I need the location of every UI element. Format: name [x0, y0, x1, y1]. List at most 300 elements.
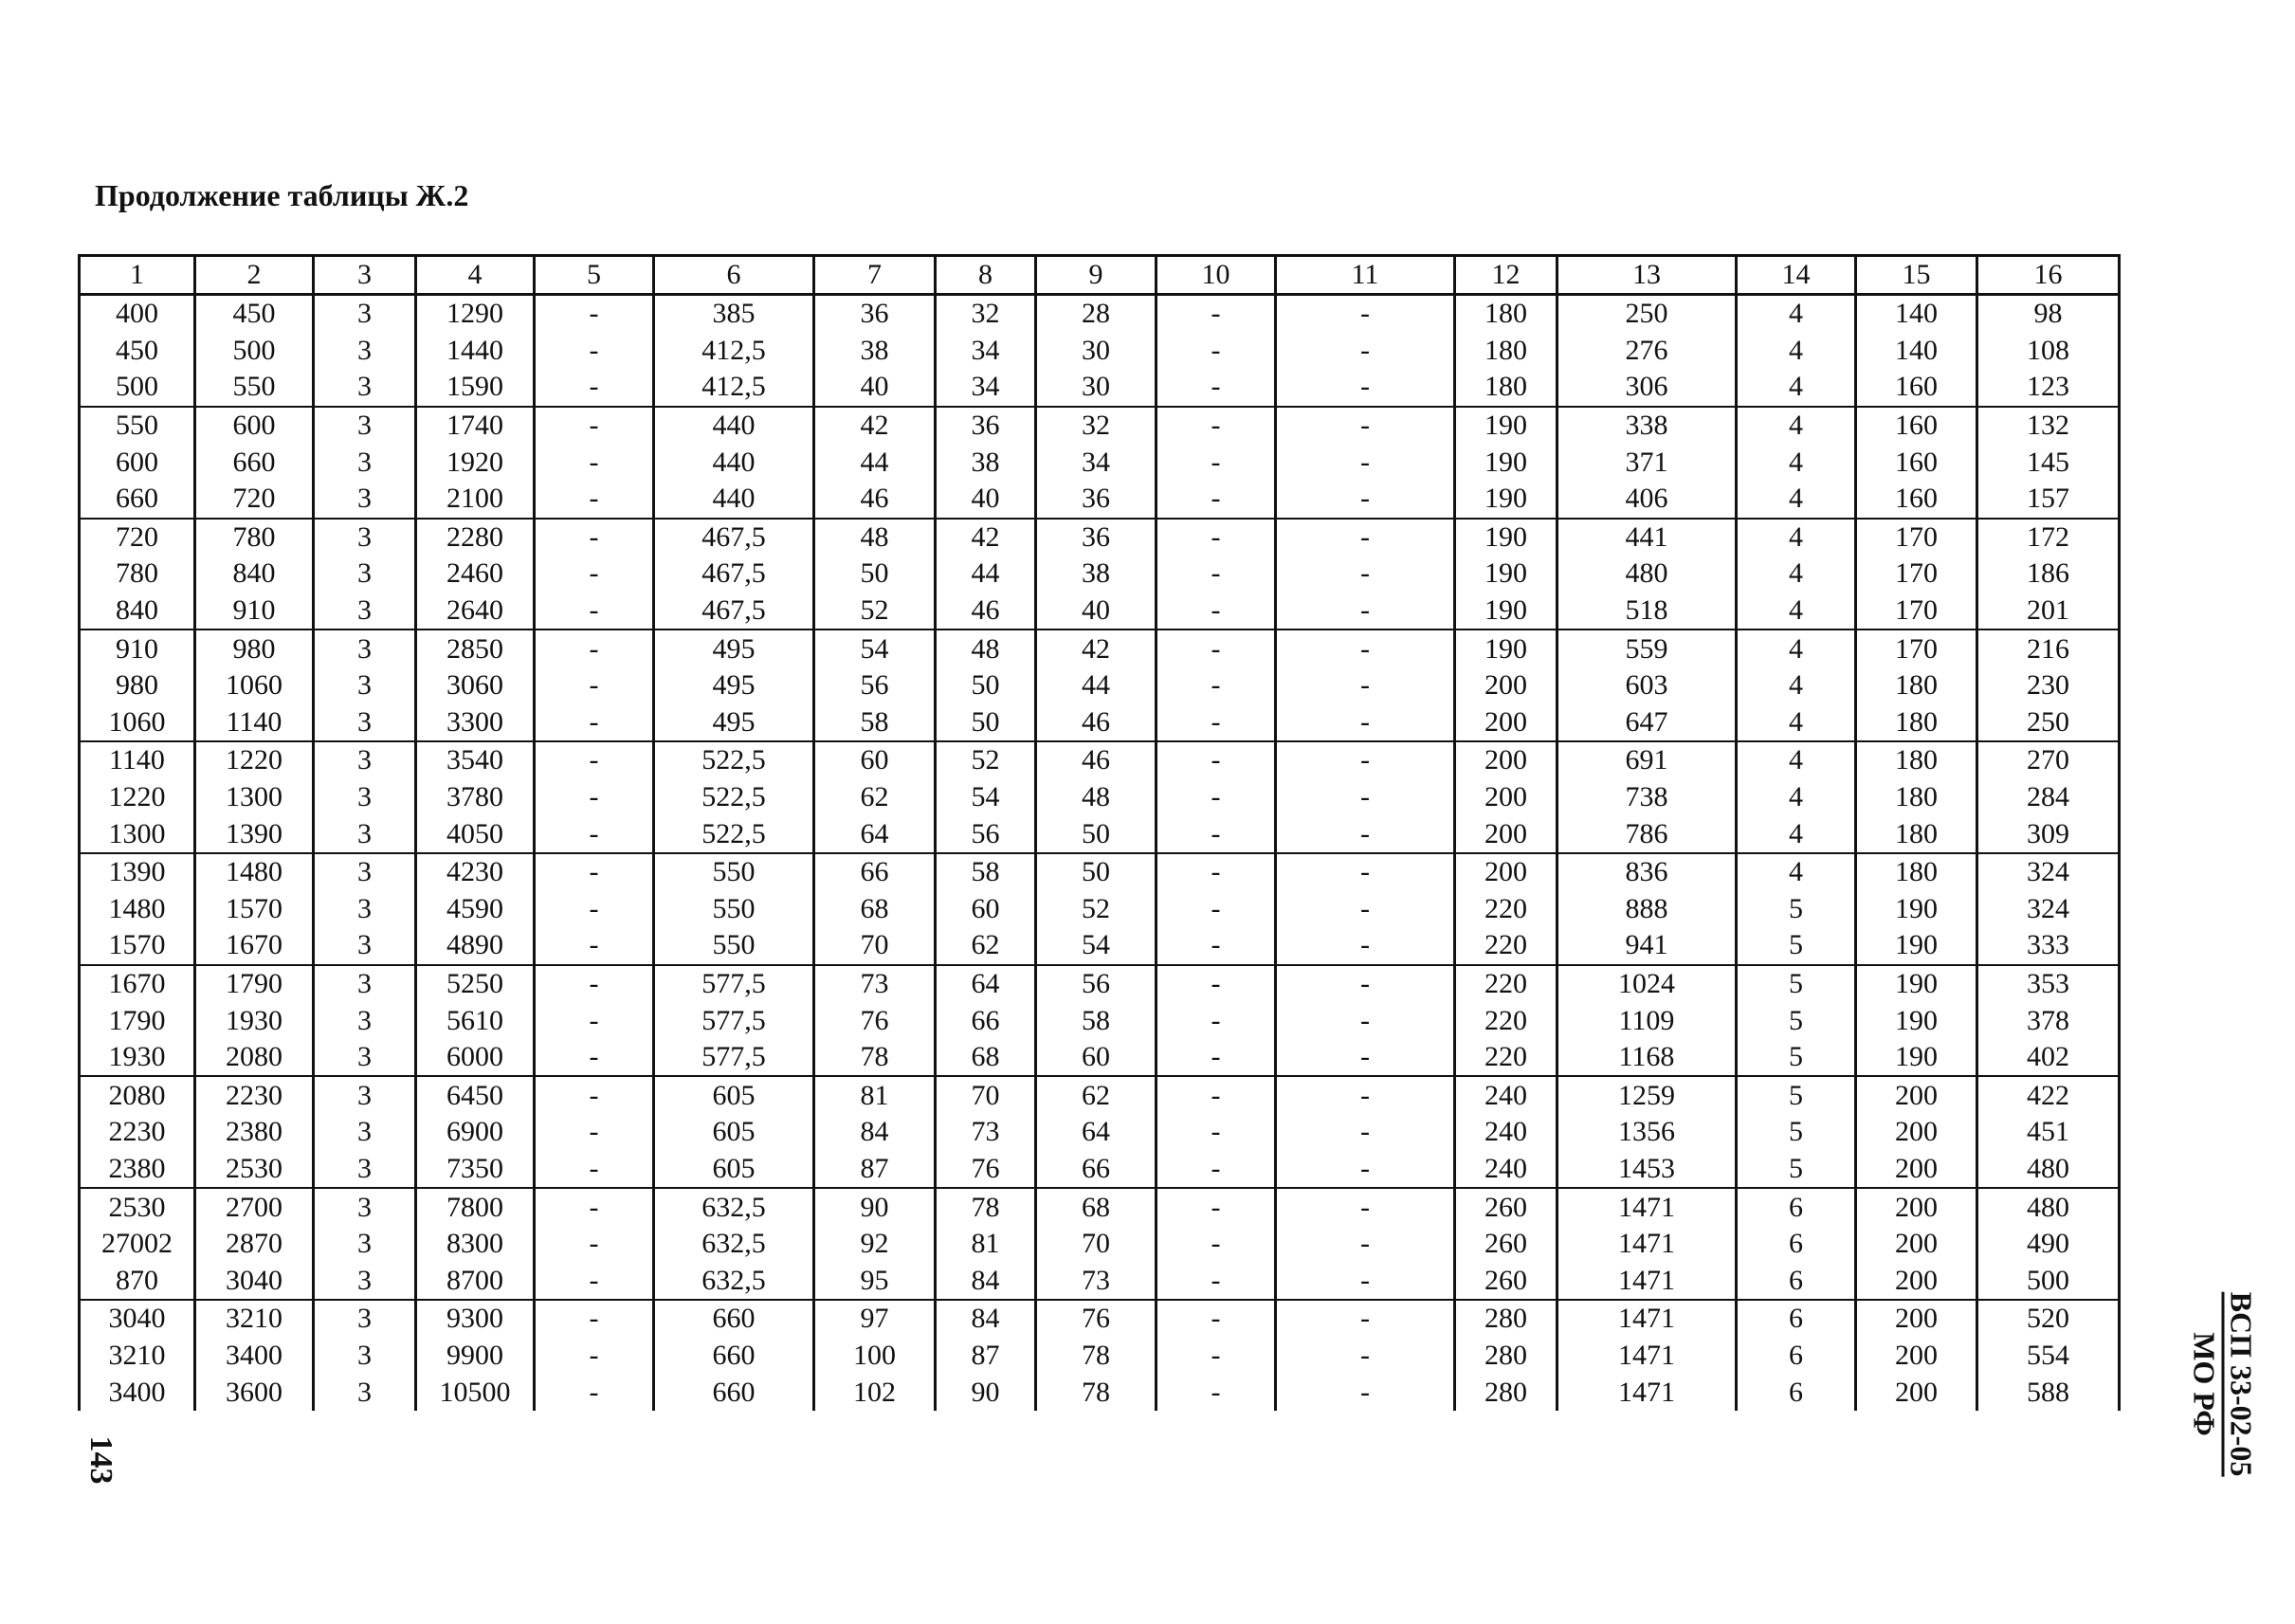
table-cell: 1220: [80, 779, 195, 816]
table-cell: 1570: [195, 891, 314, 928]
table-cell: 1480: [195, 853, 314, 891]
table-cell: 48: [814, 519, 936, 557]
table-cell: 603: [1557, 667, 1737, 704]
table-cell: 6: [1737, 1188, 1856, 1226]
table-cell: 3: [314, 630, 416, 667]
table-cell: 1140: [195, 704, 314, 742]
table-cell: 1670: [195, 927, 314, 965]
table-cell: 550: [654, 891, 814, 928]
table-cell: 4: [1737, 741, 1856, 779]
table-cell: 48: [936, 630, 1036, 667]
table-cell: 250: [1557, 295, 1737, 333]
table-cell: -: [1157, 1300, 1276, 1338]
table-cell: 5: [1737, 1002, 1856, 1039]
table-cell: 200: [1856, 1300, 1977, 1338]
table-cell: 632,5: [654, 1226, 814, 1263]
table-cell: 170: [1856, 630, 1977, 667]
table-cell: 220: [1455, 1002, 1557, 1039]
table-cell: 3: [314, 1039, 416, 1077]
table-cell: 44: [1036, 667, 1157, 704]
table-row: [80, 369, 2120, 407]
table-cell: 200: [1455, 815, 1557, 853]
table-cell: -: [1157, 630, 1276, 667]
table-cell: -: [1276, 630, 1455, 667]
table-cell: 3040: [80, 1300, 195, 1338]
table-cell: 1453: [1557, 1151, 1737, 1189]
page-number: [72, 1427, 129, 1493]
table-cell: 220: [1455, 965, 1557, 1003]
table-cell: 200: [1455, 704, 1557, 742]
table-cell: 54: [814, 630, 936, 667]
table-cell: 4230: [416, 853, 535, 891]
table-cell: -: [535, 779, 654, 816]
table-cell: 66: [1036, 1151, 1157, 1189]
table-cell: 941: [1557, 927, 1737, 965]
table-cell: 64: [1036, 1114, 1157, 1151]
table-cell: -: [1276, 1114, 1455, 1151]
table-cell: 38: [814, 333, 936, 370]
column-header: 15: [1856, 256, 1977, 295]
table-cell: 2100: [416, 481, 535, 519]
table-cell: 180: [1455, 333, 1557, 370]
table-cell: 1300: [80, 815, 195, 853]
table-cell: -: [535, 667, 654, 704]
table-cell: 62: [814, 779, 936, 816]
table-cell: 160: [1856, 407, 1977, 445]
table-cell: 190: [1455, 593, 1557, 630]
table-cell: 1109: [1557, 1002, 1737, 1039]
table-cell: -: [1276, 891, 1455, 928]
table-cell: 4: [1737, 333, 1856, 370]
table-cell: 9900: [416, 1338, 535, 1375]
table-cell: 3: [314, 1300, 416, 1338]
table-cell: 3: [314, 779, 416, 816]
table-cell: 280: [1455, 1300, 1557, 1338]
table-cell: 190: [1455, 556, 1557, 593]
table-cell: -: [535, 1039, 654, 1077]
table-cell: 9300: [416, 1300, 535, 1338]
table-cell: 87: [814, 1151, 936, 1189]
table-cell: 3: [314, 1076, 416, 1114]
table-cell: 10500: [416, 1374, 535, 1411]
table-cell: 34: [1036, 444, 1157, 481]
table-cell: 910: [80, 630, 195, 667]
table-cell: 500: [1977, 1262, 2120, 1300]
table-cell: 54: [1036, 927, 1157, 965]
table-cell: 353: [1977, 965, 2120, 1003]
table-cell: 52: [1036, 891, 1157, 928]
document-code-line1: ВСП 33-02-05: [2222, 1292, 2259, 1477]
table-cell: 3: [314, 1114, 416, 1151]
table-cell: 84: [936, 1300, 1036, 1338]
table-cell: 4: [1737, 369, 1856, 407]
table-cell: 180: [1455, 295, 1557, 333]
table-cell: 495: [654, 630, 814, 667]
table-cell: 3: [314, 815, 416, 853]
table-cell: 1471: [1557, 1300, 1737, 1338]
table-cell: 720: [195, 481, 314, 519]
table-cell: 660: [195, 444, 314, 481]
table-cell: 60: [1036, 1039, 1157, 1077]
table-cell: 371: [1557, 444, 1737, 481]
table-cell: -: [535, 704, 654, 742]
table-cell: 1060: [80, 704, 195, 742]
table-cell: 522,5: [654, 815, 814, 853]
table-cell: 76: [1036, 1300, 1157, 1338]
table-cell: 78: [936, 1188, 1036, 1226]
table-cell: 201: [1977, 593, 2120, 630]
header-row: [80, 256, 2120, 295]
table-cell: 5: [1737, 1151, 1856, 1189]
table-cell: 6: [1737, 1338, 1856, 1375]
table-cell: 30: [1036, 369, 1157, 407]
table-cell: 3540: [416, 741, 535, 779]
table-cell: -: [1157, 1076, 1276, 1114]
table-cell: -: [1276, 593, 1455, 630]
table-cell: 450: [80, 333, 195, 370]
table-cell: 145: [1977, 444, 2120, 481]
table-cell: 2380: [80, 1151, 195, 1189]
table-cell: 467,5: [654, 556, 814, 593]
table-cell: 190: [1856, 1039, 1977, 1077]
table-cell: -: [1157, 481, 1276, 519]
table-cell: 58: [1036, 1002, 1157, 1039]
table-cell: 123: [1977, 369, 2120, 407]
table-cell: 3: [314, 853, 416, 891]
table-cell: -: [535, 741, 654, 779]
table-cell: 780: [195, 519, 314, 557]
table-cell: 3: [314, 1262, 416, 1300]
table-cell: 240: [1455, 1076, 1557, 1114]
table-cell: 42: [936, 519, 1036, 557]
table-cell: 605: [654, 1151, 814, 1189]
table-cell: 4: [1737, 630, 1856, 667]
table-cell: -: [535, 519, 654, 557]
table-cell: 660: [80, 481, 195, 519]
table-cell: 490: [1977, 1226, 2120, 1263]
table-cell: 46: [814, 481, 936, 519]
table-cell: -: [1157, 1002, 1276, 1039]
table-cell: 7350: [416, 1151, 535, 1189]
table-cell: 81: [814, 1076, 936, 1114]
table-cell: -: [1157, 891, 1276, 928]
table-cell: 76: [936, 1151, 1036, 1189]
table-cell: 632,5: [654, 1262, 814, 1300]
table-cell: 3: [314, 407, 416, 445]
table-cell: 786: [1557, 815, 1737, 853]
table-cell: 58: [814, 704, 936, 742]
table-cell: 62: [1036, 1076, 1157, 1114]
table-cell: -: [1157, 1188, 1276, 1226]
table-cell: -: [1276, 1338, 1455, 1375]
table-cell: 480: [1557, 556, 1737, 593]
document-code: [2180, 1270, 2266, 1498]
table-cell: 3780: [416, 779, 535, 816]
table-cell: 46: [936, 593, 1036, 630]
table-cell: 6: [1737, 1374, 1856, 1411]
table-cell: -: [1276, 1262, 1455, 1300]
table-cell: 66: [936, 1002, 1036, 1039]
table-cell: 605: [654, 1114, 814, 1151]
table-cell: 1471: [1557, 1188, 1737, 1226]
table-cell: 2870: [195, 1226, 314, 1263]
table-cell: 554: [1977, 1338, 2120, 1375]
table-cell: -: [1276, 779, 1455, 816]
table-cell: 4590: [416, 891, 535, 928]
table-cell: 200: [1455, 853, 1557, 891]
table-cell: 280: [1455, 1338, 1557, 1375]
table-cell: 1920: [416, 444, 535, 481]
table-cell: 186: [1977, 556, 2120, 593]
table-cell: 200: [1455, 667, 1557, 704]
table-cell: -: [1276, 1300, 1455, 1338]
table-cell: 4: [1737, 295, 1856, 333]
table-cell: 200: [1856, 1188, 1977, 1226]
table-cell: -: [1157, 965, 1276, 1003]
table-cell: 3: [314, 593, 416, 630]
table-cell: -: [1157, 333, 1276, 370]
table-cell: -: [535, 1262, 654, 1300]
table-cell: -: [1157, 556, 1276, 593]
table-cell: 440: [654, 481, 814, 519]
table-cell: -: [535, 965, 654, 1003]
table-cell: 190: [1856, 927, 1977, 965]
table-cell: 451: [1977, 1114, 2120, 1151]
table-cell: 2280: [416, 519, 535, 557]
table-cell: 3: [314, 481, 416, 519]
table-cell: 3400: [80, 1374, 195, 1411]
table-cell: 36: [936, 407, 1036, 445]
table-cell: -: [1276, 741, 1455, 779]
table-cell: 38: [936, 444, 1036, 481]
table-cell: 190: [1455, 519, 1557, 557]
table-row: [80, 1039, 2120, 1077]
table-cell: 200: [1455, 779, 1557, 816]
table-cell: -: [1157, 667, 1276, 704]
table-cell: -: [1276, 519, 1455, 557]
table-cell: -: [1157, 815, 1276, 853]
table-cell: 56: [1036, 965, 1157, 1003]
table-cell: -: [1157, 444, 1276, 481]
table-cell: 230: [1977, 667, 2120, 704]
table-cell: -: [1157, 1039, 1276, 1077]
table-cell: 30: [1036, 333, 1157, 370]
table-cell: 1471: [1557, 1374, 1737, 1411]
table-cell: 3: [314, 444, 416, 481]
table-cell: 44: [936, 556, 1036, 593]
table-cell: 888: [1557, 891, 1737, 928]
table-cell: 4: [1737, 481, 1856, 519]
table-cell: 6: [1737, 1226, 1856, 1263]
table-cell: -: [1276, 1188, 1455, 1226]
table-cell: 180: [1856, 779, 1977, 816]
table-cell: 480: [1977, 1151, 2120, 1189]
table-cell: 441: [1557, 519, 1737, 557]
table-cell: 36: [1036, 481, 1157, 519]
table-cell: 1471: [1557, 1262, 1737, 1300]
table-cell: 260: [1455, 1262, 1557, 1300]
table-cell: 4: [1737, 815, 1856, 853]
table-row: [80, 815, 2120, 853]
table-cell: -: [1276, 369, 1455, 407]
table-cell: 2460: [416, 556, 535, 593]
table-cell: 632,5: [654, 1188, 814, 1226]
column-header: 3: [314, 256, 416, 295]
table-cell: 2230: [80, 1114, 195, 1151]
table-cell: 27002: [80, 1226, 195, 1263]
table-cell: 52: [936, 741, 1036, 779]
table-cell: -: [535, 556, 654, 593]
table-cell: 338: [1557, 407, 1737, 445]
table-cell: -: [1276, 853, 1455, 891]
table-row: [80, 481, 2120, 519]
table-cell: -: [1157, 369, 1276, 407]
table-cell: 1790: [195, 965, 314, 1003]
table-cell: 97: [814, 1300, 936, 1338]
table-cell: 3: [314, 1002, 416, 1039]
table-cell: 3: [314, 965, 416, 1003]
table-cell: 1220: [195, 741, 314, 779]
table-cell: 3: [314, 1338, 416, 1375]
table-row: [80, 1300, 2120, 1338]
table-cell: 550: [195, 369, 314, 407]
table-cell: 1570: [80, 927, 195, 965]
table-cell: 1060: [195, 667, 314, 704]
table-cell: 467,5: [654, 593, 814, 630]
table-cell: 1140: [80, 741, 195, 779]
table-cell: -: [1276, 407, 1455, 445]
table-cell: 660: [654, 1338, 814, 1375]
table-cell: -: [1157, 741, 1276, 779]
table-cell: 190: [1455, 481, 1557, 519]
table-cell: 200: [1856, 1151, 1977, 1189]
table-cell: 3: [314, 295, 416, 333]
table-cell: 720: [80, 519, 195, 557]
table-cell: 3: [314, 556, 416, 593]
table-cell: 160: [1856, 444, 1977, 481]
column-header: 11: [1276, 256, 1455, 295]
table-cell: -: [1157, 853, 1276, 891]
table-row: [80, 1262, 2120, 1300]
table-cell: 190: [1455, 444, 1557, 481]
table-cell: 500: [195, 333, 314, 370]
table-cell: 4: [1737, 704, 1856, 742]
table-cell: -: [535, 369, 654, 407]
table-row: [80, 1002, 2120, 1039]
table-cell: 172: [1977, 519, 2120, 557]
column-header: 8: [936, 256, 1036, 295]
table-cell: 34: [936, 369, 1036, 407]
table-cell: 2530: [80, 1188, 195, 1226]
table-cell: 1740: [416, 407, 535, 445]
table-cell: 2080: [195, 1039, 314, 1077]
table-cell: 1480: [80, 891, 195, 928]
table-cell: 5: [1737, 927, 1856, 965]
column-header: 6: [654, 256, 814, 295]
table-cell: 980: [195, 630, 314, 667]
table-cell: 160: [1856, 481, 1977, 519]
table-row: [80, 1151, 2120, 1189]
table-cell: 738: [1557, 779, 1737, 816]
table-row: [80, 965, 2120, 1003]
table-cell: 3400: [195, 1338, 314, 1375]
table-cell: 550: [654, 853, 814, 891]
table-cell: 1259: [1557, 1076, 1737, 1114]
table-cell: 42: [814, 407, 936, 445]
table-cell: -: [1157, 779, 1276, 816]
table-cell: 46: [1036, 704, 1157, 742]
table-cell: 1024: [1557, 965, 1737, 1003]
table-cell: 4: [1737, 556, 1856, 593]
table-cell: 180: [1856, 815, 1977, 853]
table-cell: 2530: [195, 1151, 314, 1189]
table-cell: 200: [1856, 1338, 1977, 1375]
column-header: 16: [1977, 256, 2120, 295]
table-cell: 5: [1737, 1039, 1856, 1077]
table-cell: -: [1157, 1151, 1276, 1189]
table-row: [80, 1338, 2120, 1375]
table-cell: 2230: [195, 1076, 314, 1114]
table-cell: 180: [1856, 853, 1977, 891]
table-cell: 87: [936, 1338, 1036, 1375]
table-cell: 3: [314, 1226, 416, 1263]
table-cell: 870: [80, 1262, 195, 1300]
table-cell: -: [535, 1076, 654, 1114]
table-cell: 200: [1455, 741, 1557, 779]
table-cell: 400: [80, 295, 195, 333]
table-cell: 577,5: [654, 1002, 814, 1039]
table-cell: 3: [314, 891, 416, 928]
table-cell: 4: [1737, 667, 1856, 704]
table-cell: 1300: [195, 779, 314, 816]
table-cell: 1790: [80, 1002, 195, 1039]
table-cell: 1168: [1557, 1039, 1737, 1077]
column-header: 2: [195, 256, 314, 295]
table-cell: 780: [80, 556, 195, 593]
table-cell: 28: [1036, 295, 1157, 333]
table-cell: 1670: [80, 965, 195, 1003]
table-cell: 40: [814, 369, 936, 407]
table-row: [80, 519, 2120, 557]
table-cell: 92: [814, 1226, 936, 1263]
table-cell: -: [535, 1374, 654, 1411]
table-cell: 170: [1856, 556, 1977, 593]
table-cell: 3: [314, 741, 416, 779]
table-cell: 78: [814, 1039, 936, 1077]
table-cell: 3: [314, 1188, 416, 1226]
table-row: [80, 779, 2120, 816]
table-cell: 402: [1977, 1039, 2120, 1077]
table-cell: 64: [936, 965, 1036, 1003]
table-cell: 190: [1856, 1002, 1977, 1039]
table-cell: 980: [80, 667, 195, 704]
table-cell: 4: [1737, 853, 1856, 891]
table-cell: 5: [1737, 891, 1856, 928]
table-row: [80, 556, 2120, 593]
table-cell: 180: [1856, 741, 1977, 779]
table-cell: 5250: [416, 965, 535, 1003]
table-cell: 260: [1455, 1226, 1557, 1263]
table-cell: 260: [1455, 1188, 1557, 1226]
table-cell: -: [535, 333, 654, 370]
table-cell: -: [1276, 1076, 1455, 1114]
table-cell: 220: [1455, 927, 1557, 965]
table-cell: 42: [1036, 630, 1157, 667]
table-cell: 6: [1737, 1262, 1856, 1300]
table-cell: 98: [1977, 295, 2120, 333]
table-cell: 68: [814, 891, 936, 928]
table-cell: 378: [1977, 1002, 2120, 1039]
